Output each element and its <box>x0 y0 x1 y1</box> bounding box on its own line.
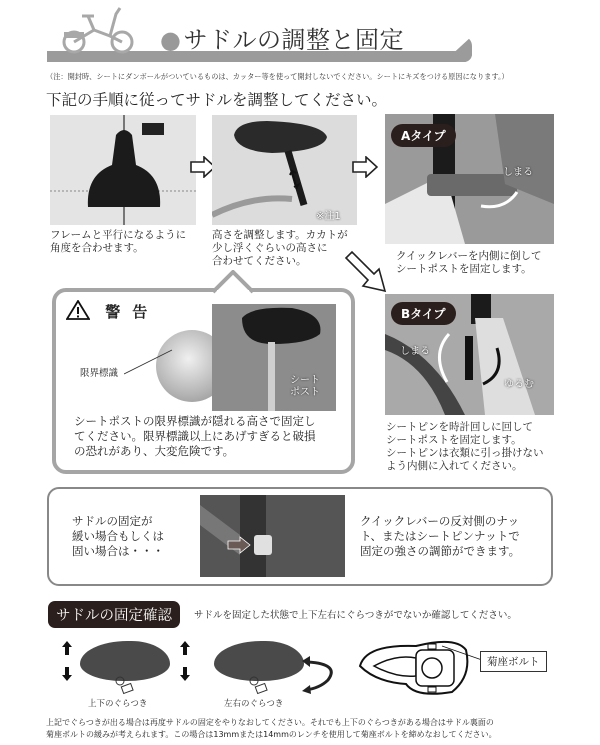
bottom-instruction <box>46 717 497 741</box>
rotate-arrows-icon <box>300 654 336 694</box>
leader-line <box>124 348 174 378</box>
warning-line: てください。限界標識以上にあげすぎると破損 <box>74 429 316 443</box>
tighten-label: しまる <box>400 346 430 357</box>
label-line: シート <box>290 375 320 386</box>
folding-bike-icon <box>60 6 140 54</box>
text-line: 固い場合は・・・ <box>72 544 164 558</box>
caption-line: よう内側に入れてください。 <box>386 460 523 472</box>
type-a-badge: Aタイプ <box>391 124 456 147</box>
text-line: クイックレバーの反対側のナッ <box>360 514 520 528</box>
step2-caption <box>212 229 348 268</box>
caption-line: 角度を合わせます。 <box>50 242 144 254</box>
confirm-badge: サドルの固定確認 <box>48 601 180 628</box>
text-line: 緩い場合もしくは <box>72 529 164 543</box>
confirm-description: サドルを固定した状態で上下左右にぐらつきがでないか確認してください。 <box>194 610 517 621</box>
caption-line: シートポストを固定します。 <box>396 263 532 275</box>
step1-caption <box>50 229 186 255</box>
page-title <box>160 20 404 55</box>
caption-line: シートポストを固定します。 <box>386 434 522 446</box>
opening-note: （注：開封時、シートにダンボールがついているものは、カッター等を使って開封しないでください。シートにキズをつける原因になります。） <box>46 72 509 81</box>
chrysanthemum-bolt-label: 菊座ボルト <box>480 651 547 672</box>
adjust-nut-photo <box>200 495 345 577</box>
caption-line: 合わせてください。 <box>212 255 307 267</box>
text-line: 上記でぐらつきが出る場合は再度サドルの固定をやりなおしてください。それでも上下のぐらつきがある場合はサドル裏面の <box>46 718 494 727</box>
caption-line: クイックレバーを内側に倒して <box>396 250 542 262</box>
text-line: ト、またはシートピンナットで <box>360 529 520 543</box>
type-b-caption <box>386 421 544 473</box>
lead-instruction: 下記の手順に従ってサドルを調整してください。 <box>46 91 388 109</box>
seat-post-label <box>290 375 320 399</box>
warning-text <box>74 414 316 459</box>
caption-line: 高さを調整します。カカトが <box>212 229 348 241</box>
header-bar-curl <box>455 36 472 62</box>
warning-box-pointer <box>213 270 253 294</box>
warning-line: の恐れがあり、大変危険です。 <box>74 444 235 458</box>
up-down-arrows-icon <box>180 641 190 681</box>
adjustment-instruction <box>360 514 520 559</box>
caption-line: フレームと平行になるように <box>50 229 187 241</box>
vertical-wobble-label: 上下のぐらつき <box>88 699 148 709</box>
limit-mark-label: 限界標識 <box>80 368 119 379</box>
text-line: サドルの固定が <box>72 514 153 528</box>
up-down-arrows-icon <box>62 641 72 681</box>
label-line: ポスト <box>290 387 320 398</box>
saddle-clamp-icon <box>112 675 136 695</box>
type-a-caption <box>396 250 542 276</box>
saddle-underside-illustration <box>356 636 486 698</box>
text-line: 固定の強さの調節ができます。 <box>360 544 521 558</box>
type-b-badge: Bタイプ <box>391 302 456 325</box>
warning-title-text: 警告 <box>105 303 160 321</box>
caption-line: 少し浮くぐらいの高さに <box>212 242 328 254</box>
horizontal-wobble-label: 左右のぐらつき <box>224 699 284 709</box>
photo-note-1: ※注1 <box>316 211 341 222</box>
warning-title <box>66 300 159 322</box>
next-arrow-icon <box>352 156 378 178</box>
caption-line: シートピンは衣類に引っ掛けない <box>386 447 544 459</box>
loosen-label: ゆるむ <box>504 379 534 390</box>
saddle-top-illustration <box>50 115 196 225</box>
title-bullet: ● <box>160 26 182 54</box>
tighten-label: しまる <box>503 167 533 178</box>
saddle-angle-photo <box>50 115 196 225</box>
warning-triangle-icon <box>66 300 90 320</box>
warning-line: シートポストの限界標識が隠れる高さで固定し <box>74 414 316 428</box>
adjust-nut-illustration <box>200 495 345 577</box>
text-line: 菊座ボルトの緩みが考えられます。この場合は13mmまたは14mmのレンチを使用して菊座ボルトを締めなおしてください。 <box>46 730 497 739</box>
title-text: サドルの調整と固定 <box>183 26 404 54</box>
diagonal-arrow-icon <box>344 250 388 296</box>
adjustment-condition <box>72 514 164 559</box>
saddle-clamp-icon <box>246 675 270 695</box>
caption-line: シートピンを時計回しに回して <box>386 421 533 433</box>
